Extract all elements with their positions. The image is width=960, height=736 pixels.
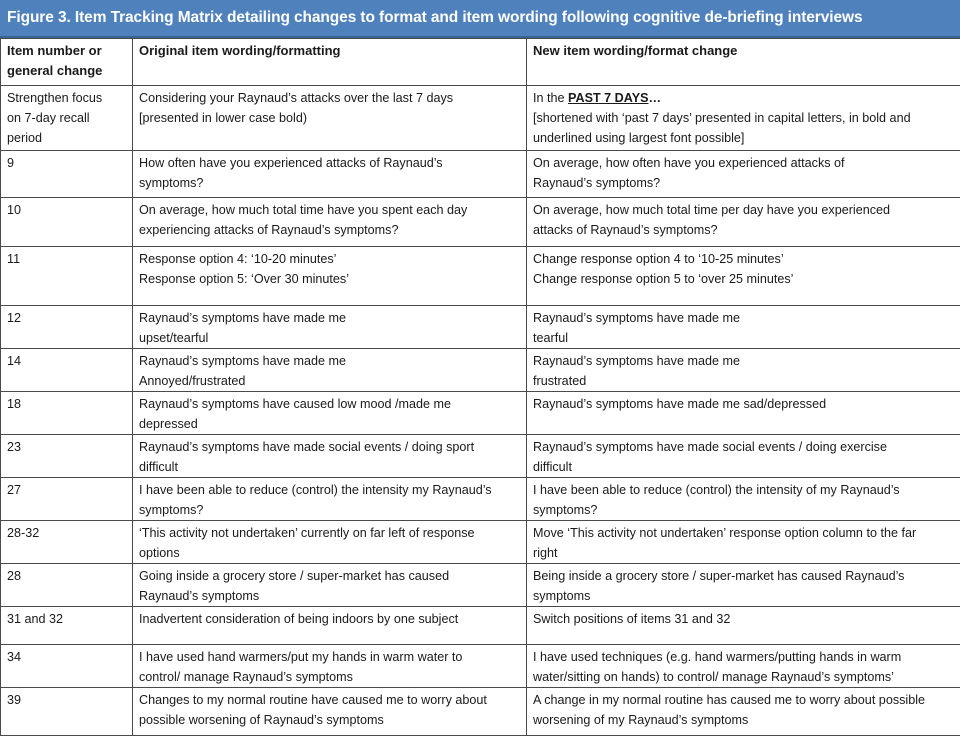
cell-line: possible worsening of Raynaud’s symptoms: [139, 710, 522, 730]
original-wording-cell: [133, 435, 527, 478]
cell-line: How often have you experienced attacks of Raynaud’s: [139, 153, 522, 173]
item-number-cell: [1, 564, 133, 607]
cell-line: 10: [7, 200, 128, 220]
item-number-cell: [1, 478, 133, 521]
cell-line: upset/tearful: [139, 328, 522, 348]
table-row: [1, 521, 960, 564]
cell-line: Inadvertent consideration of being indoors by one subject: [139, 609, 522, 629]
cell-line: I have been able to reduce (control) the intensity of my Raynaud’s: [533, 480, 957, 500]
table-row: [1, 564, 960, 607]
cell-line: Raynaud’s symptoms have made social events / doing sport: [139, 437, 522, 457]
cell-text-prefix: In the: [533, 91, 568, 105]
item-number-cell: [1, 306, 133, 349]
cell-line: [shortened with ‘past 7 days’ presented in capital letters, in bold and: [533, 108, 957, 128]
cell-line: frustrated: [533, 371, 957, 391]
cell-line: Changes to my normal routine have caused me to worry about: [139, 690, 522, 710]
cell-line: Response option 5: ‘Over 30 minutes’: [139, 269, 522, 289]
item-number-cell: [1, 349, 133, 392]
cell-line: Raynaud’s symptoms have made me: [533, 308, 957, 328]
item-number-cell: [1, 198, 133, 247]
cell-text-emphasis: PAST 7 DAYS: [568, 91, 649, 105]
cell-line: tearful: [533, 328, 957, 348]
cell-line: I have used hand warmers/put my hands in warm water to: [139, 647, 522, 667]
cell-line: 14: [7, 351, 128, 371]
cell-line: Move ‘This activity not undertaken’ response option column to the far: [533, 523, 957, 543]
cell-line: difficult: [533, 457, 957, 477]
table-row: [1, 247, 960, 306]
cell-line: Being inside a grocery store / super-market has caused Raynaud’s: [533, 566, 957, 586]
cell-line: Strengthen focus: [7, 88, 128, 108]
new-wording-cell: [527, 198, 960, 247]
cell-line: [presented in lower case bold): [139, 108, 522, 128]
cell-line: control/ manage Raynaud’s symptoms: [139, 667, 522, 687]
table-row: [1, 645, 960, 688]
cell-line: worsening of my Raynaud’s symptoms: [533, 710, 957, 730]
original-wording-cell: [133, 392, 527, 435]
figure-title: Figure 3. Item Tracking Matrix detailing changes to format and item wording following cognitive de-briefing interviews: [0, 0, 960, 38]
new-wording-cell: [527, 478, 960, 521]
item-number-cell: [1, 392, 133, 435]
cell-line: 39: [7, 690, 128, 710]
cell-line: Annoyed/frustrated: [139, 371, 522, 391]
item-number-cell: [1, 86, 133, 151]
column-header-new: [527, 39, 960, 86]
cell-line: A change in my normal routine has caused me to worry about possible: [533, 690, 957, 710]
item-tracking-matrix: [0, 38, 960, 736]
original-wording-cell: [133, 607, 527, 645]
cell-line: difficult: [139, 457, 522, 477]
cell-line: period: [7, 128, 128, 148]
cell-line: Going inside a grocery store / super-market has caused: [139, 566, 522, 586]
new-wording-cell: [527, 392, 960, 435]
new-wording-cell: [527, 521, 960, 564]
original-wording-cell: [133, 478, 527, 521]
new-wording-cell: [527, 645, 960, 688]
cell-line: Change response option 4 to ‘10-25 minutes’: [533, 249, 957, 269]
item-number-cell: [1, 645, 133, 688]
new-wording-cell: [527, 564, 960, 607]
table-row: [1, 607, 960, 645]
cell-line: 23: [7, 437, 128, 457]
column-header-item: [1, 39, 133, 86]
cell-line: 9: [7, 153, 128, 173]
cell-line: 11: [7, 249, 128, 269]
original-wording-cell: [133, 688, 527, 736]
cell-line: 27: [7, 480, 128, 500]
table-row: [1, 86, 960, 151]
cell-line: options: [139, 543, 522, 563]
cell-line: Raynaud’s symptoms have made social events / doing exercise: [533, 437, 957, 457]
cell-line: 28-32: [7, 523, 128, 543]
table-row: [1, 306, 960, 349]
cell-line: symptoms?: [533, 500, 957, 520]
cell-line: ‘This activity not undertaken’ currently on far left of response: [139, 523, 522, 543]
cell-line: Switch positions of items 31 and 32: [533, 609, 957, 629]
original-wording-cell: [133, 564, 527, 607]
table-header-row: [1, 39, 960, 86]
cell-text-suffix: …: [649, 91, 662, 105]
cell-line: Raynaud’s symptoms have made me: [139, 351, 522, 371]
cell-line: I have been able to reduce (control) the intensity my Raynaud’s: [139, 480, 522, 500]
new-wording-cell: [527, 86, 960, 151]
cell-line: On average, how much total time have you spent each day: [139, 200, 522, 220]
new-wording-cell: [527, 151, 960, 198]
cell-line: 12: [7, 308, 128, 328]
cell-line: Raynaud’s symptoms have made me sad/depressed: [533, 394, 957, 414]
original-wording-cell: [133, 86, 527, 151]
original-wording-cell: [133, 151, 527, 198]
cell-line: On average, how much total time per day have you experienced: [533, 200, 957, 220]
item-number-cell: [1, 688, 133, 736]
table-row: [1, 435, 960, 478]
new-wording-cell: [527, 247, 960, 306]
table-row: [1, 198, 960, 247]
cell-line: Raynaud’s symptoms?: [533, 173, 957, 193]
cell-line: water/sitting on hands) to control/ manage Raynaud’s symptoms’: [533, 667, 957, 687]
new-wording-cell: [527, 306, 960, 349]
table-row: [1, 392, 960, 435]
item-number-cell: [1, 607, 133, 645]
item-number-cell: [1, 151, 133, 198]
cell-line: attacks of Raynaud’s symptoms?: [533, 220, 957, 240]
header-line: Item number or: [7, 41, 128, 61]
cell-line: Raynaud’s symptoms have caused low mood /made me: [139, 394, 522, 414]
header-line: New item wording/format change: [533, 41, 957, 61]
cell-line: symptoms: [533, 586, 957, 606]
cell-line: Considering your Raynaud’s attacks over the last 7 days: [139, 88, 522, 108]
table-row: [1, 349, 960, 392]
cell-line: depressed: [139, 414, 522, 434]
table-row: [1, 151, 960, 198]
original-wording-cell: [133, 645, 527, 688]
cell-line: symptoms?: [139, 500, 522, 520]
column-header-original: [133, 39, 527, 86]
cell-line: 28: [7, 566, 128, 586]
table-row: [1, 478, 960, 521]
cell-line: Raynaud’s symptoms: [139, 586, 522, 606]
cell-line: Change response option 5 to ‘over 25 minutes’: [533, 269, 957, 289]
item-number-cell: [1, 247, 133, 306]
cell-line: experiencing attacks of Raynaud’s symptoms?: [139, 220, 522, 240]
new-wording-cell: [527, 607, 960, 645]
cell-line: on 7-day recall: [7, 108, 128, 128]
cell-line: right: [533, 543, 957, 563]
cell-line: Raynaud’s symptoms have made me: [139, 308, 522, 328]
original-wording-cell: [133, 349, 527, 392]
original-wording-cell: [133, 247, 527, 306]
original-wording-cell: [133, 306, 527, 349]
new-wording-cell: [527, 688, 960, 736]
cell-line: I have used techniques (e.g. hand warmers/putting hands in warm: [533, 647, 957, 667]
header-line: general change: [7, 61, 128, 81]
cell-line: 34: [7, 647, 128, 667]
original-wording-cell: [133, 521, 527, 564]
original-wording-cell: [133, 198, 527, 247]
item-number-cell: [1, 435, 133, 478]
cell-line: symptoms?: [139, 173, 522, 193]
cell-line: Response option 4: ‘10-20 minutes’: [139, 249, 522, 269]
cell-line: Raynaud’s symptoms have made me: [533, 351, 957, 371]
header-line: Original item wording/formatting: [139, 41, 522, 61]
new-wording-cell: [527, 349, 960, 392]
cell-line: underlined using largest font possible]: [533, 128, 957, 148]
cell-line: 18: [7, 394, 128, 414]
item-number-cell: [1, 521, 133, 564]
new-wording-cell: [527, 435, 960, 478]
cell-line: [533, 88, 957, 108]
cell-line: On average, how often have you experienced attacks of: [533, 153, 957, 173]
table-row: [1, 688, 960, 736]
cell-line: 31 and 32: [7, 609, 128, 629]
